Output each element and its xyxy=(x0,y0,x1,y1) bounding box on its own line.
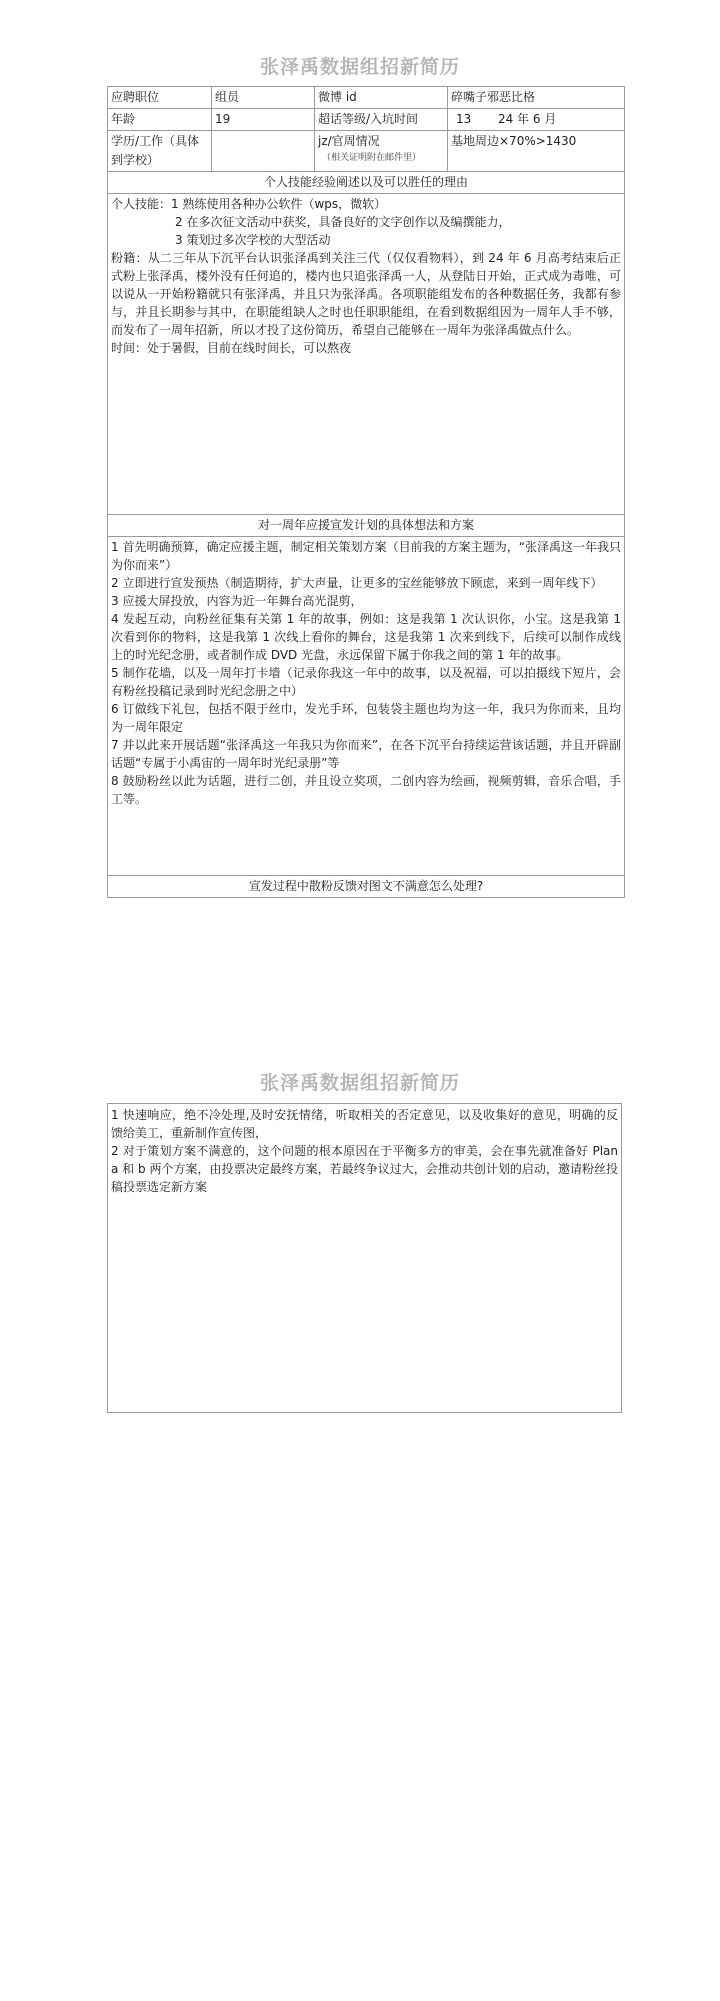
weibo-label: 微博 id xyxy=(315,87,448,109)
education-label: 学历/工作（具体到学校） xyxy=(108,131,212,172)
position-label: 应聘职位 xyxy=(108,87,212,109)
plan-item: 4 发起互动，向粉丝征集有关第 1 年的故事，例如：这是我第 1 次认识你，小宝。这是我第 1 次看到你的物料，这是我第 1 次线上看你的舞台，这是我第 1 次来到线下，后续可以制作成线上的时光纪念册，或者制作成 DVD 光盘，永远保留下属于你我之间的第 1 年的故事。 xyxy=(111,612,621,662)
plan-content xyxy=(108,537,625,876)
page2-title: 张泽禹数据组招新简历 xyxy=(259,1072,460,1094)
skills-line-3: 3 策划过多次学校的大型活动 xyxy=(175,233,331,247)
level-label: 超话等级/入坑时间 xyxy=(315,109,448,131)
education-value xyxy=(212,131,315,172)
feedback-item: 1 快速响应，绝不冷处理,及时安抚情绪，听取相关的否定意见，以及收集好的意见，明确的反馈给美工，重新制作宣传图， xyxy=(111,1108,618,1140)
age-label: 年龄 xyxy=(108,109,212,131)
resume-form-page1 xyxy=(107,86,625,898)
skills-line-1: 个人技能：1 熟练使用各种办公软件（wps，微软） xyxy=(111,197,387,211)
skills-header: 个人技能经验阐述以及可以胜任的理由 xyxy=(108,172,625,194)
fan-history: 粉籍：从二三年从下沉平台认识张泽禹到关注三代（仅仅看物料），到 24 年 6 月高考结束后正式粉上张泽禹，楼外没有任何追的，楼内也只追张泽禹一人，从登陆日开始，正式成为毒唯，可以说从一开始粉籍就只有张泽禹，并且只为张泽禹。各项职能组发布的各种数据任务，我都有参与，并且长期参与其中，在职能组缺人之时也任职职能组，在看到数据组因为一周年人手不够，而发布了一周年招新，所以才投了这份简历，希望自己能够在一周年为张泽禹做点什么。 xyxy=(111,251,621,337)
plan-item: 1 首先明确预算，确定应援主题，制定相关策划方案（目前我的方案主题为，“张泽禹这一年我只为你而来”） xyxy=(111,540,621,572)
feedback-header: 宣发过程中散粉反馈对图文不满意怎么处理? xyxy=(108,876,625,898)
plan-item: 6 订做线下礼包，包括不限于丝巾，发光手环，包装袋主题也均为这一年，我只为你而来，且均为一周年限定 xyxy=(111,702,621,734)
skills-content xyxy=(108,194,625,515)
jz-note: （相关证明附在邮件里） xyxy=(322,153,422,163)
plan-item: 7 并以此来开展话题“张泽禹这一年我只为你而来”，在各下沉平台持续运营该话题，并且开辟副话题“专属于小禹宙的一周年时光纪录册”等 xyxy=(111,738,621,770)
plan-item: 5 制作花墙，以及一周年打卡墙（记录你我这一年中的故事，以及祝福，可以拍摄线下短片，会有粉丝投稿记录到时光纪念册之中） xyxy=(111,666,621,698)
plan-item: 2 立即进行宣发预热（制造期待，扩大声量，让更多的宝丝能够放下顾虑，来到一周年线下） xyxy=(111,576,603,590)
feedback-content xyxy=(107,1103,622,1413)
skills-line-2: 2 在多次征文活动中获奖，具备良好的文字创作以及编撰能力， xyxy=(175,215,511,229)
availability: 时间：处于暑假，目前在线时间长，可以熬夜 xyxy=(111,341,352,355)
feedback-item: 2 对于策划方案不满意的，这个问题的根本原因在于平衡多方的审美，会在事先就准备好 Plan a 和 b 两个方案，由投票决定最终方案，若最终争议过大，会推动共创计划的启动，邀请粉丝投稿投票选定新方案 xyxy=(111,1144,618,1194)
jz-label: jz/官周情况 xyxy=(318,134,380,148)
plan-item: 3 应援大屏投放，内容为近一年舞台高光混剪， xyxy=(111,594,363,608)
plan-header: 对一周年应援宣发计划的具体想法和方案 xyxy=(108,515,625,537)
page1-title: 张泽禹数据组招新简历 xyxy=(259,56,460,78)
age-value: 19 xyxy=(212,109,315,131)
level-value: 13 24 年 6 月 xyxy=(448,109,625,131)
jz-cell xyxy=(315,131,448,172)
weibo-value: 碎嘴子邪恶比格 xyxy=(448,87,625,109)
position-value: 组员 xyxy=(212,87,315,109)
jz-value: 基地周边×70%>1430 xyxy=(448,131,625,172)
plan-item: 8 鼓励粉丝以此为话题，进行二创，并且设立奖项，二创内容为绘画，视频剪辑，音乐合唱，手工等。 xyxy=(111,774,621,806)
